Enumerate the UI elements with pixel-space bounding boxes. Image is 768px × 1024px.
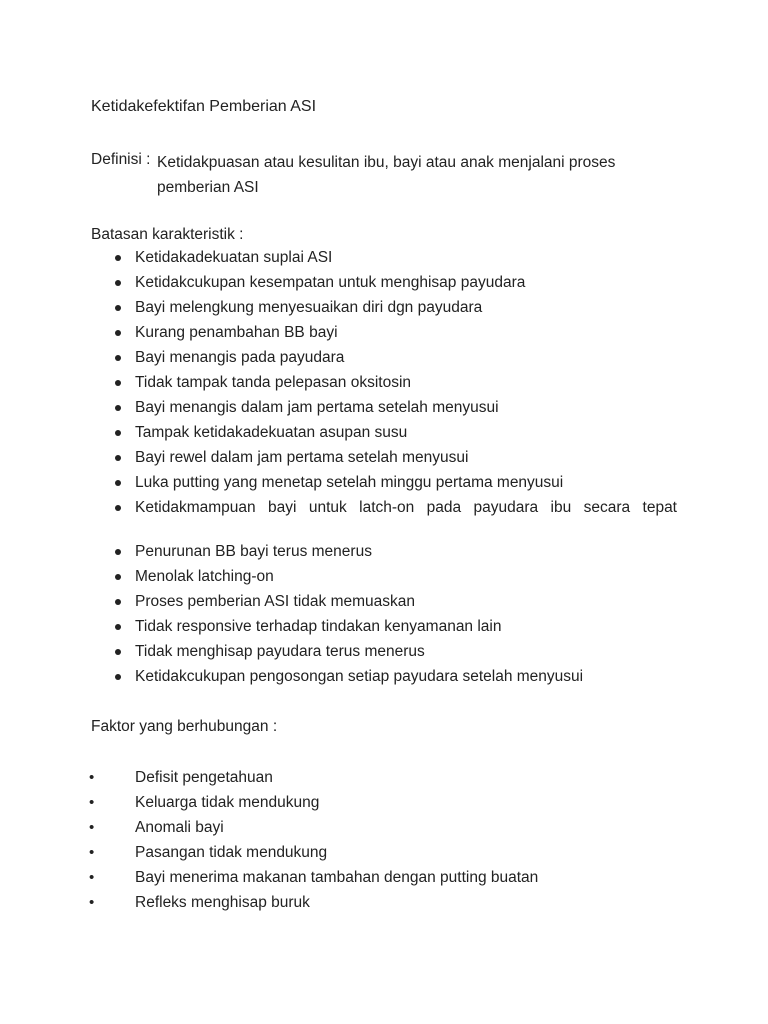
bullet-dot <box>115 549 121 555</box>
list-item <box>0 273 768 298</box>
list-item-text: Tampak ketidakadekuatan asupan susu <box>135 424 408 441</box>
list-item <box>0 843 768 868</box>
bullet-glyph: • <box>89 894 95 911</box>
definition-label: Definisi : <box>91 151 151 168</box>
list-item <box>0 498 768 523</box>
list-item-text: Refleks menghisap buruk <box>135 894 310 911</box>
bullet-dot <box>115 380 121 386</box>
list-item-text: Bayi rewel dalam jam pertama setelah menyusui <box>135 449 469 466</box>
definition-text: Ketidakpuasan atau kesulitan ibu, bayi atau anak menjalani proses pemberian ASI <box>157 154 616 196</box>
list-item-text: Anomali bayi <box>135 819 224 836</box>
bullet-dot <box>115 674 121 680</box>
faktor-label: Faktor yang berhubungan : <box>91 718 278 735</box>
bullet-dot <box>115 574 121 580</box>
bullet-dot <box>115 624 121 630</box>
list-item <box>0 768 768 793</box>
bullet-dot <box>115 480 121 486</box>
bullet-glyph: • <box>89 869 95 886</box>
list-item-text: Kurang penambahan BB bayi <box>135 324 338 341</box>
list-item <box>0 793 768 818</box>
bullet-dot <box>115 649 121 655</box>
list-item-text: Bayi menerima makanan tambahan dengan putting buatan <box>135 869 539 886</box>
bullet-dot <box>115 430 121 436</box>
list-item <box>0 398 768 423</box>
list-item <box>0 542 768 567</box>
faktor-list <box>0 768 768 918</box>
bullet-dot <box>115 505 121 511</box>
list-item-text: Bayi menangis dalam jam pertama setelah menyusui <box>135 399 499 416</box>
list-item-text: Menolak latching-on <box>135 568 274 585</box>
list-item <box>0 667 768 692</box>
bullet-dot <box>115 330 121 336</box>
list-item-text: Ketidakadekuatan suplai ASI <box>135 249 333 266</box>
list-item-text: Bayi menangis pada payudara <box>135 349 345 366</box>
list-item <box>0 248 768 273</box>
bullet-dot <box>115 599 121 605</box>
list-item <box>0 323 768 348</box>
list-item <box>0 818 768 843</box>
bullet-dot <box>115 405 121 411</box>
list-item <box>0 298 768 323</box>
list-item <box>0 373 768 398</box>
list-item <box>0 893 768 918</box>
list-item <box>0 448 768 473</box>
list-item-text: Tidak tampak tanda pelepasan oksitosin <box>135 374 412 391</box>
list-item-text: Tidak menghisap payudara terus menerus <box>135 643 425 660</box>
list-item-text: Penurunan BB bayi terus menerus <box>135 543 372 560</box>
bullet-glyph: • <box>89 819 95 836</box>
bullet-dot <box>115 255 121 261</box>
list-item <box>0 473 768 498</box>
list-item-text: Ketidakcukupan pengosongan setiap payudara setelah menyusui <box>135 668 584 685</box>
list-item <box>0 868 768 893</box>
bullet-dot <box>115 280 121 286</box>
list-item-text: Keluarga tidak mendukung <box>135 794 320 811</box>
list-item <box>0 617 768 642</box>
batasan-list-a <box>0 248 768 523</box>
list-item-text: Defisit pengetahuan <box>135 769 273 786</box>
list-item <box>0 348 768 373</box>
list-item <box>0 592 768 617</box>
list-item-text: Ketidakcukupan kesempatan untuk menghisap payudara <box>135 274 526 291</box>
batasan-list-b <box>0 542 768 692</box>
list-item-text: Proses pemberian ASI tidak memuaskan <box>135 593 415 610</box>
list-item-text: Luka putting yang menetap setelah minggu pertama menyusui <box>135 474 564 491</box>
list-item-text: Tidak responsive terhadap tindakan kenyamanan lain <box>135 618 502 635</box>
bullet-glyph: • <box>89 794 95 811</box>
list-item-text: Ketidakmampuan bayi untuk latch-on pada payudara ibu secara tepat <box>135 499 677 516</box>
list-item <box>0 642 768 667</box>
bullet-glyph: • <box>89 769 95 786</box>
bullet-dot <box>115 455 121 461</box>
list-item <box>0 567 768 592</box>
list-item <box>0 423 768 448</box>
list-item-text: Bayi melengkung menyesuaikan diri dgn payudara <box>135 299 483 316</box>
batasan-label: Batasan karakteristik : <box>91 226 244 243</box>
bullet-dot <box>115 355 121 361</box>
bullet-dot <box>115 305 121 311</box>
document-title: Ketidakefektifan Pemberian ASI <box>91 98 317 115</box>
bullet-glyph: • <box>89 844 95 861</box>
list-item-text: Pasangan tidak mendukung <box>135 844 328 861</box>
